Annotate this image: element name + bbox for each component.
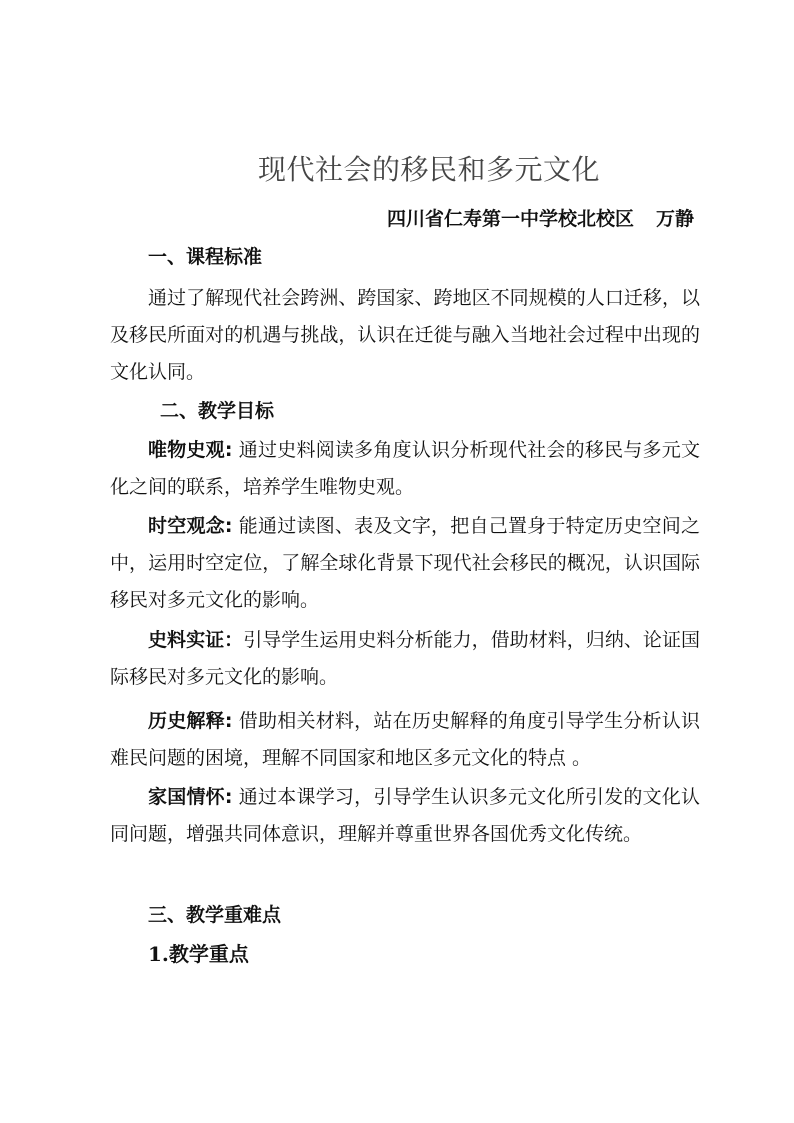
objective-text: 引导学生运用史料分析能力，借助材料，归纳、论证国际移民对多元文化的影响。 bbox=[110, 629, 700, 688]
author-org: 四川省仁寿第一中学校北校区 bbox=[386, 208, 634, 230]
objective-paragraph-1 bbox=[110, 432, 700, 506]
standard-paragraph: 通过了解现代社会跨洲、跨国家、跨地区不同规模的人口迁移，以及移民所面对的机遇与挑战，认识在迁徙与融入当地社会过程中出现的文化认同。 bbox=[110, 287, 700, 383]
objective-label: 唯物史观: bbox=[148, 439, 233, 461]
section-heading-objectives: 二、教学目标 bbox=[160, 400, 275, 422]
document-title: 现代社会的移民和多元文化 bbox=[258, 153, 601, 186]
objective-text: 借助相关材料，站在历史解释的角度引导学生分析认识难民问题的困境，理解不同国家和地区多元文化的特点 。 bbox=[110, 710, 700, 769]
objective-text: 通过史料阅读多角度认识分析现代社会的移民与多元文化之间的联系，培养学生唯物史观。 bbox=[110, 439, 700, 498]
author-name: 万静 bbox=[655, 208, 694, 230]
objective-paragraph-5 bbox=[110, 779, 700, 853]
objective-label: 家国情怀: bbox=[148, 786, 233, 808]
objective-label: 史料实证： bbox=[148, 629, 244, 651]
objective-label: 时空观念: bbox=[148, 515, 233, 537]
objective-text: 能通过读图、表及文字，把自己置身于特定历史空间之中，运用时空定位，了解全球化背景下现代社会移民的概况，认识国际移民对多元文化的影响。 bbox=[110, 515, 700, 611]
objective-paragraph-2 bbox=[110, 508, 700, 619]
objective-paragraph-4 bbox=[110, 703, 700, 777]
author-line bbox=[387, 204, 694, 231]
objective-label: 历史解释: bbox=[148, 710, 233, 732]
subheading-key-point: 1.教学重点 bbox=[148, 942, 249, 966]
section-heading-standard: 一、课程标准 bbox=[148, 246, 263, 268]
objective-text: 通过本课学习，引导学生认识多元文化所引发的文化认同问题，增强共同体意识，理解并尊重世界各国优秀文化传统。 bbox=[110, 786, 700, 845]
objective-paragraph-3 bbox=[110, 622, 700, 696]
section-heading-key-points: 三、教学重难点 bbox=[148, 904, 282, 926]
